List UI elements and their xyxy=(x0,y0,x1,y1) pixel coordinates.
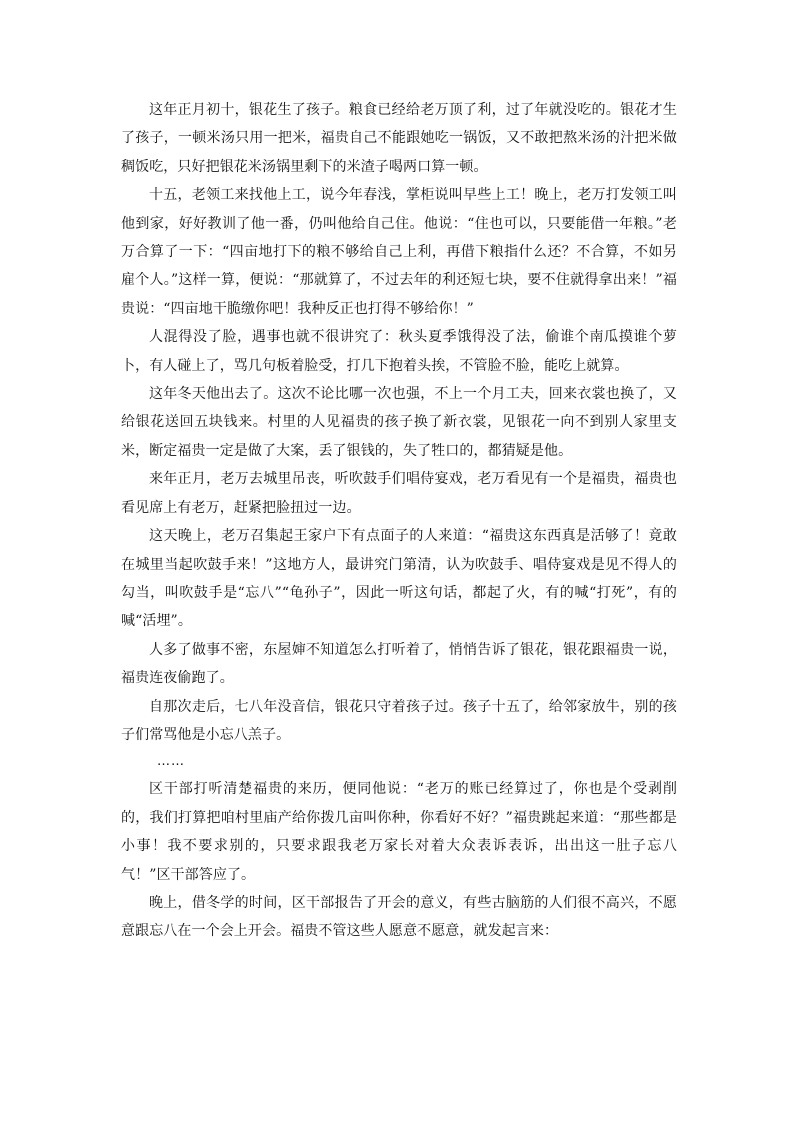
paragraph: 人多了做事不密，东屋婶不知道怎么打听着了，悄悄告诉了银花，银花跟福贵一说，福贵连夜偷跑了。 xyxy=(121,641,677,687)
paragraph: 来年正月，老万去城里吊丧，听吹鼓手们唱侍宴戏，老万看见有一个是福贵，福贵也看见席上有老万，赶紧把脸扭过一边。 xyxy=(121,471,677,516)
paragraph: 晚上，借冬学的时间，区干部报告了开会的意义，有些古脑筋的人们很不高兴，不愿意跟忘八在一个会上开会。福贵不管这些人愿意不愿意，就发起言来： xyxy=(121,894,677,940)
document-body xyxy=(121,96,677,946)
paragraph: 这年正月初十，银花生了孩子。粮食已经给老万顶了利，过了年就没吃的。银花才生了孩子，一顿米汤只用一把米，福贵自己不能跟她吃一锅饭，又不敢把熬米汤的汁把米做稠饭吃，只好把银花米汤锅里剩下的米渣子喝两口算一顿。 xyxy=(121,102,677,175)
ellipsis-separator: …… xyxy=(157,754,185,770)
paragraph: 十五，老领工来找他上工，说今年春浅，掌柜说叫早些上工！晚上，老万打发领工叫他到家，好好教训了他一番，仍叫他给自己住。他说：“住也可以，只要能借一年粮。”老万合算了一下：“四亩地打下的粮不够给自己上利，再借下粮指什么还？不合算，不如另雇个人。”这样一算，便说：“那就算了，不过去年的利还短七块，要不住就得拿出来！”福贵说：“四亩地干脆缴你吧！我种反正也打得不够给你！” xyxy=(121,187,677,317)
paragraph: 这天晚上，老万召集起王家户下有点面子的人来道：“福贵这东西真是活够了！竟敢在城里当起吹鼓手来！”这地方人，最讲究门第清，认为吹鼓手、唱侍宴戏是见不得人的勾当，叫吹鼓手是“忘八”“龟孙子”，因此一听这句话，都起了火，有的喊“打死”，有的喊“活埋”。 xyxy=(121,528,677,630)
paragraph: 这年冬天他出去了。这次不论比哪一次也强，不上一个月工夫，回来衣裳也换了，又给银花送回五块钱来。村里的人见福贵的孩子换了新衣裳，见银花一向不到别人家里支米，断定福贵一定是做了大案，丢了银钱的，失了牲口的，都猜疑是他。 xyxy=(121,386,677,459)
paragraph: 人混得没了脸，遇事也就不很讲究了：秋头夏季饿得没了法，偷谁个南瓜摸谁个萝卜，有人碰上了，骂几句板着脸受，打几下抱着头挨，不管脸不脸，能吃上就算。 xyxy=(121,329,677,374)
paragraph: 区干部打听清楚福贵的来历，便同他说：“老万的账已经算过了，你也是个受剥削的，我们打算把咱村里庙产给你拨几亩叫你种，你看好不好？”福贵跳起来道：“那些都是小事！我不要求别的，只要求跟我老万家长对着大众表诉表诉，出出这一肚子忘八气！”区干部答应了。 xyxy=(121,781,677,883)
paragraph: 自那次走后，七八年没音信，银花只守着孩子过。孩子十五了，给邻家放牛，别的孩子们常骂他是小忘八羔子。 xyxy=(121,698,677,743)
